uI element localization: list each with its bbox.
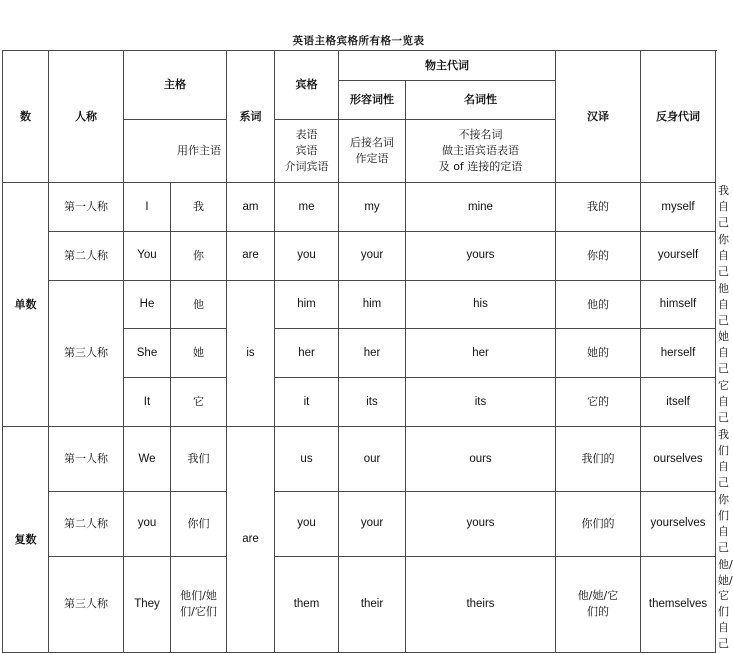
noun-possessive-cell: yours: [406, 231, 556, 280]
reflexive-cell: itself: [641, 378, 716, 427]
translation-cell: 我的: [556, 183, 641, 232]
translation-cell: 你的: [556, 231, 641, 280]
header-possessive: 物主代词: [339, 51, 556, 81]
subjective-cn-cell: 你: [171, 231, 227, 280]
group-plural: 复数: [3, 427, 49, 653]
person-label: 第三人称: [49, 556, 124, 653]
translation-cell: 我们的: [556, 427, 641, 492]
reflexive-cell: herself: [641, 329, 716, 378]
subjective-cn-cell: 我: [171, 183, 227, 232]
objective-cell: him: [275, 280, 339, 329]
copula-cell: am: [227, 183, 275, 232]
subjective-cell: They: [124, 556, 171, 653]
table-row: 第三人称 He 他 is him him his 他的 himself 他自己: [3, 280, 716, 329]
copula-cell: are: [227, 427, 275, 653]
subjective-cell: You: [124, 231, 171, 280]
table-row: 第三人称 They 他们/她 们/它们 them their theirs 他/她/它 们的 themselves 他/她/它们 自己: [3, 556, 716, 653]
adj-possessive-cell: him: [339, 280, 406, 329]
translation-cell: 你们的: [556, 491, 641, 556]
noun-possessive-cell: theirs: [406, 556, 556, 653]
pronoun-table: [2, 50, 733, 653]
translation-cell: 他的: [556, 280, 641, 329]
subjective-usage: 用作主语: [124, 120, 275, 183]
reflexive-cell: myself: [641, 183, 716, 232]
subjective-cell: He: [124, 280, 171, 329]
table-row: 单数 第一人称 I 我 am me my mine 我的 myself 我自己: [3, 183, 716, 232]
adj-possessive-cell: their: [339, 556, 406, 653]
header-noun-possessive: 名词性: [406, 81, 556, 120]
subjective-cell: It: [124, 378, 171, 427]
reflexive-cell: yourself: [641, 231, 716, 280]
noun-possessive-cell: yours: [406, 491, 556, 556]
noun-possessive-cell: its: [406, 378, 556, 427]
adj-possessive-cell: our: [339, 427, 406, 492]
table-title: 英语主格宾格所有格一览表: [292, 35, 425, 47]
adj-possessive-cell: my: [339, 183, 406, 232]
translation-cell: 她的: [556, 329, 641, 378]
subjective-cn-cell: 他: [171, 280, 227, 329]
noun-possessive-cell: ours: [406, 427, 556, 492]
table-row: 复数 第一人称 We 我们 are us our ours 我们的 ourselves 我们自己: [3, 427, 716, 492]
subjective-cell: you: [124, 491, 171, 556]
subjective-cell: I: [124, 183, 171, 232]
translation-cell: 他/她/它 们的: [556, 556, 641, 653]
table-row: She 她 her her her 她的 herself 她自己: [3, 329, 716, 378]
person-label: 第二人称: [49, 231, 124, 280]
subjective-cell: She: [124, 329, 171, 378]
subjective-cn-cell: 它: [171, 378, 227, 427]
header-copula: 系词: [227, 51, 275, 183]
objective-cell: you: [275, 231, 339, 280]
adj-possessive-cell: your: [339, 231, 406, 280]
subjective-cell: We: [124, 427, 171, 492]
adj-possessive-cell: her: [339, 329, 406, 378]
copula-cell: are: [227, 231, 275, 280]
objective-cell: you: [275, 491, 339, 556]
subjective-cn-cell: 她: [171, 329, 227, 378]
objective-cell: us: [275, 427, 339, 492]
person-label: 第二人称: [49, 491, 124, 556]
header-number: 数: [3, 51, 49, 183]
objective-cell: her: [275, 329, 339, 378]
header-subjective: 主格: [124, 51, 227, 120]
header-adj-possessive: 形容词性: [339, 81, 406, 120]
adj-possessive-cell: its: [339, 378, 406, 427]
reflexive-cell: himself: [641, 280, 716, 329]
reflexive-cell: yourselves: [641, 491, 716, 556]
person-label: 第一人称: [49, 183, 124, 232]
noun-possessive-cell: her: [406, 329, 556, 378]
noun-possessive-usage: 不接名词 做主语宾语表语 及 of 连接的定语: [406, 120, 556, 183]
adj-possessive-usage: 后接名词 作定语: [339, 120, 406, 183]
header-reflexive: 反身代词: [641, 51, 716, 183]
header-translation: 汉译: [556, 51, 641, 183]
table-row: 第二人称 You 你 are you your yours 你的 yourself 你自己: [3, 231, 716, 280]
objective-cell: me: [275, 183, 339, 232]
header-objective: 宾格: [275, 51, 339, 120]
group-singular: 单数: [3, 183, 49, 427]
table-row: It 它 it its its 它的 itself 它自己: [3, 378, 716, 427]
subjective-cn-cell: 我们: [171, 427, 227, 492]
subjective-cn-cell: 你们: [171, 491, 227, 556]
objective-cell: them: [275, 556, 339, 653]
translation-cell: 它的: [556, 378, 641, 427]
objective-cell: it: [275, 378, 339, 427]
reflexive-cell: themselves: [641, 556, 716, 653]
objective-usage: 表语 宾语 介词宾语: [275, 120, 339, 183]
person-label: 第一人称: [49, 427, 124, 492]
reflexive-cell: ourselves: [641, 427, 716, 492]
noun-possessive-cell: mine: [406, 183, 556, 232]
table-row: 第二人称 you 你们 you your yours 你们的 yourselves 你们自己: [3, 491, 716, 556]
person-label: 第三人称: [49, 280, 124, 426]
header-person: 人称: [49, 51, 124, 183]
adj-possessive-cell: your: [339, 491, 406, 556]
copula-cell: is: [227, 280, 275, 426]
subjective-cn-cell: 他们/她 们/它们: [171, 556, 227, 653]
noun-possessive-cell: his: [406, 280, 556, 329]
